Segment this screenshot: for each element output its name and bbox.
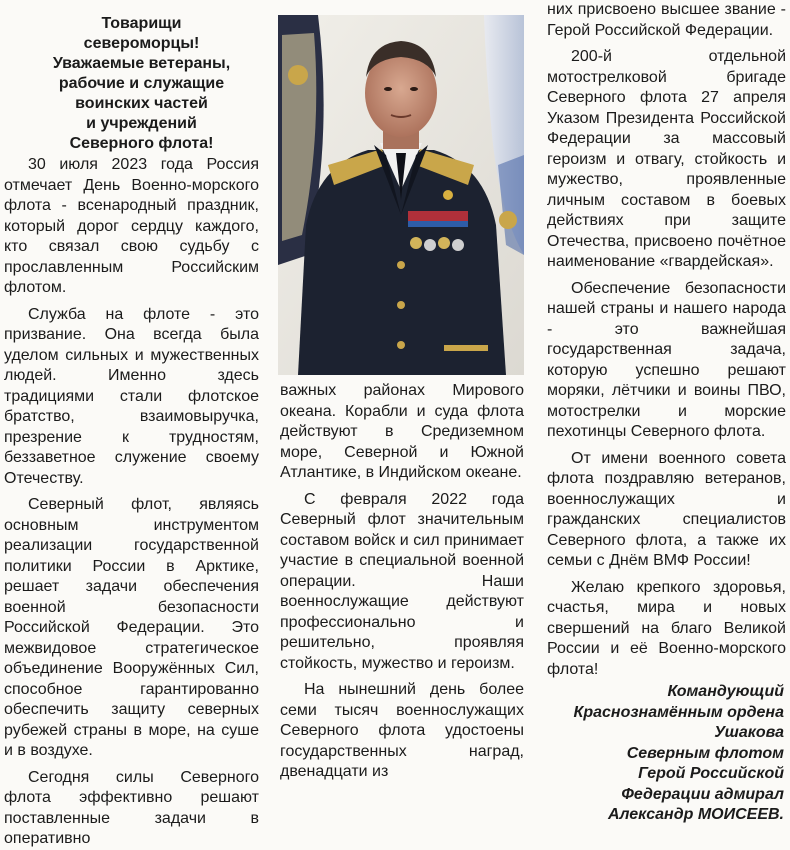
article-column-1 [4,0,259,850]
greeting-line: североморцы! [83,35,200,52]
paragraph: От имени военного совета флота поздравляю ветеранов, военнослужащих и гражданских специалистов Северного флота, а также их семьи с Днём ВМФ России! [547,449,786,569]
greeting-line: и учреждений [86,115,197,132]
paragraph: На нынешний день более семи тысяч военнослужащих Северного флота удостоены государственных наград, двенадцати из [280,681,524,780]
article-column-3 [547,0,786,826]
paragraph: Северный флот, являясь основным инструментом реализации государственной политики России в Арктике, решает задачи обеспечения военной безопасности Российской Федерации. Это межвидовое стратегическое объединение Вооружённых Сил, способное гарантированно обеспечить защиту северных рубежей страны в море, на суше и в воздухе. [4,496,259,759]
admiral-portrait [278,15,524,375]
greeting-heading [4,14,259,154]
signature-line: Краснознамённым ордена [573,703,784,721]
paragraph: С февраля 2022 года Северный флот значительным составом войск и сил принимает участие в специальной военной операции. Наши военнослужащие действуют профессионально и решительно, проявляя стойкость, мужество и героизм. [280,490,524,672]
paragraph: 30 июля 2023 года Россия отмечает День Военно-морского флота - всенародный праздник, который дорог сердцу каждого, кто связал свою судьбу с прославленным Российским флотом. [4,156,259,296]
greeting-line: воинских частей [75,95,208,112]
greeting-line: Северного флота! [69,135,214,152]
paragraph: Служба на флоте - это призвание. Она всегда была уделом сильных и мужественных людей. Именно здесь традициями стали флотское братство, взаимовыручка, презрение к трудностям, беззаветное служение своему Отечеству. [4,305,259,487]
paragraph: Обеспечение безопасности нашей страны и нашего народа - это важнейшая государственная задача, которую успешно решают моряки, лётчики и воины ПВО, мотострелки и морские пехотинцы Северного флота. [547,279,786,440]
signature-line: Федерации адмирал [621,785,784,803]
greeting-line: Товарищи [101,15,182,32]
paragraph: Желаю крепкого здоровья, счастья, мира и новых свершений на благо Великой России и её Военно-морского флота! [547,578,786,678]
signature-line: Ушакова [714,724,784,741]
paragraph: них присвоено высшее звание - Герой Российской Федерации. [547,1,786,39]
article-column-2 [280,381,524,783]
signature-line: Александр МОИСЕЕВ. [607,806,784,823]
signature-block [547,682,786,826]
signature-line: Герой Российской [638,765,784,782]
paragraph: 200-й отдельной мотострелковой бригаде Северного флота 27 апреля Указом Президента Российской Федерации за массовый героизм и отвагу, стойкость и мужество, проявленные личным составом в боевых действиях при защите Отечества, присвоено почётное наименование «гвардейская». [547,48,786,270]
signature-line: Командующий [667,683,784,700]
signature-line: Северным флотом [626,744,784,762]
paragraph: Сегодня силы Северного флота эффективно решают поставленные задачи в оперативно [4,768,259,847]
greeting-line: Уважаемые ветераны, [52,55,231,72]
paragraph: важных районах Мирового океана. Корабли и суда флота действуют в Средиземном море, Северной и Южной Атлантике, в Индийском океане. [280,382,524,481]
portrait-illustration [278,15,524,375]
greeting-line: рабочие и служащие [58,75,225,92]
